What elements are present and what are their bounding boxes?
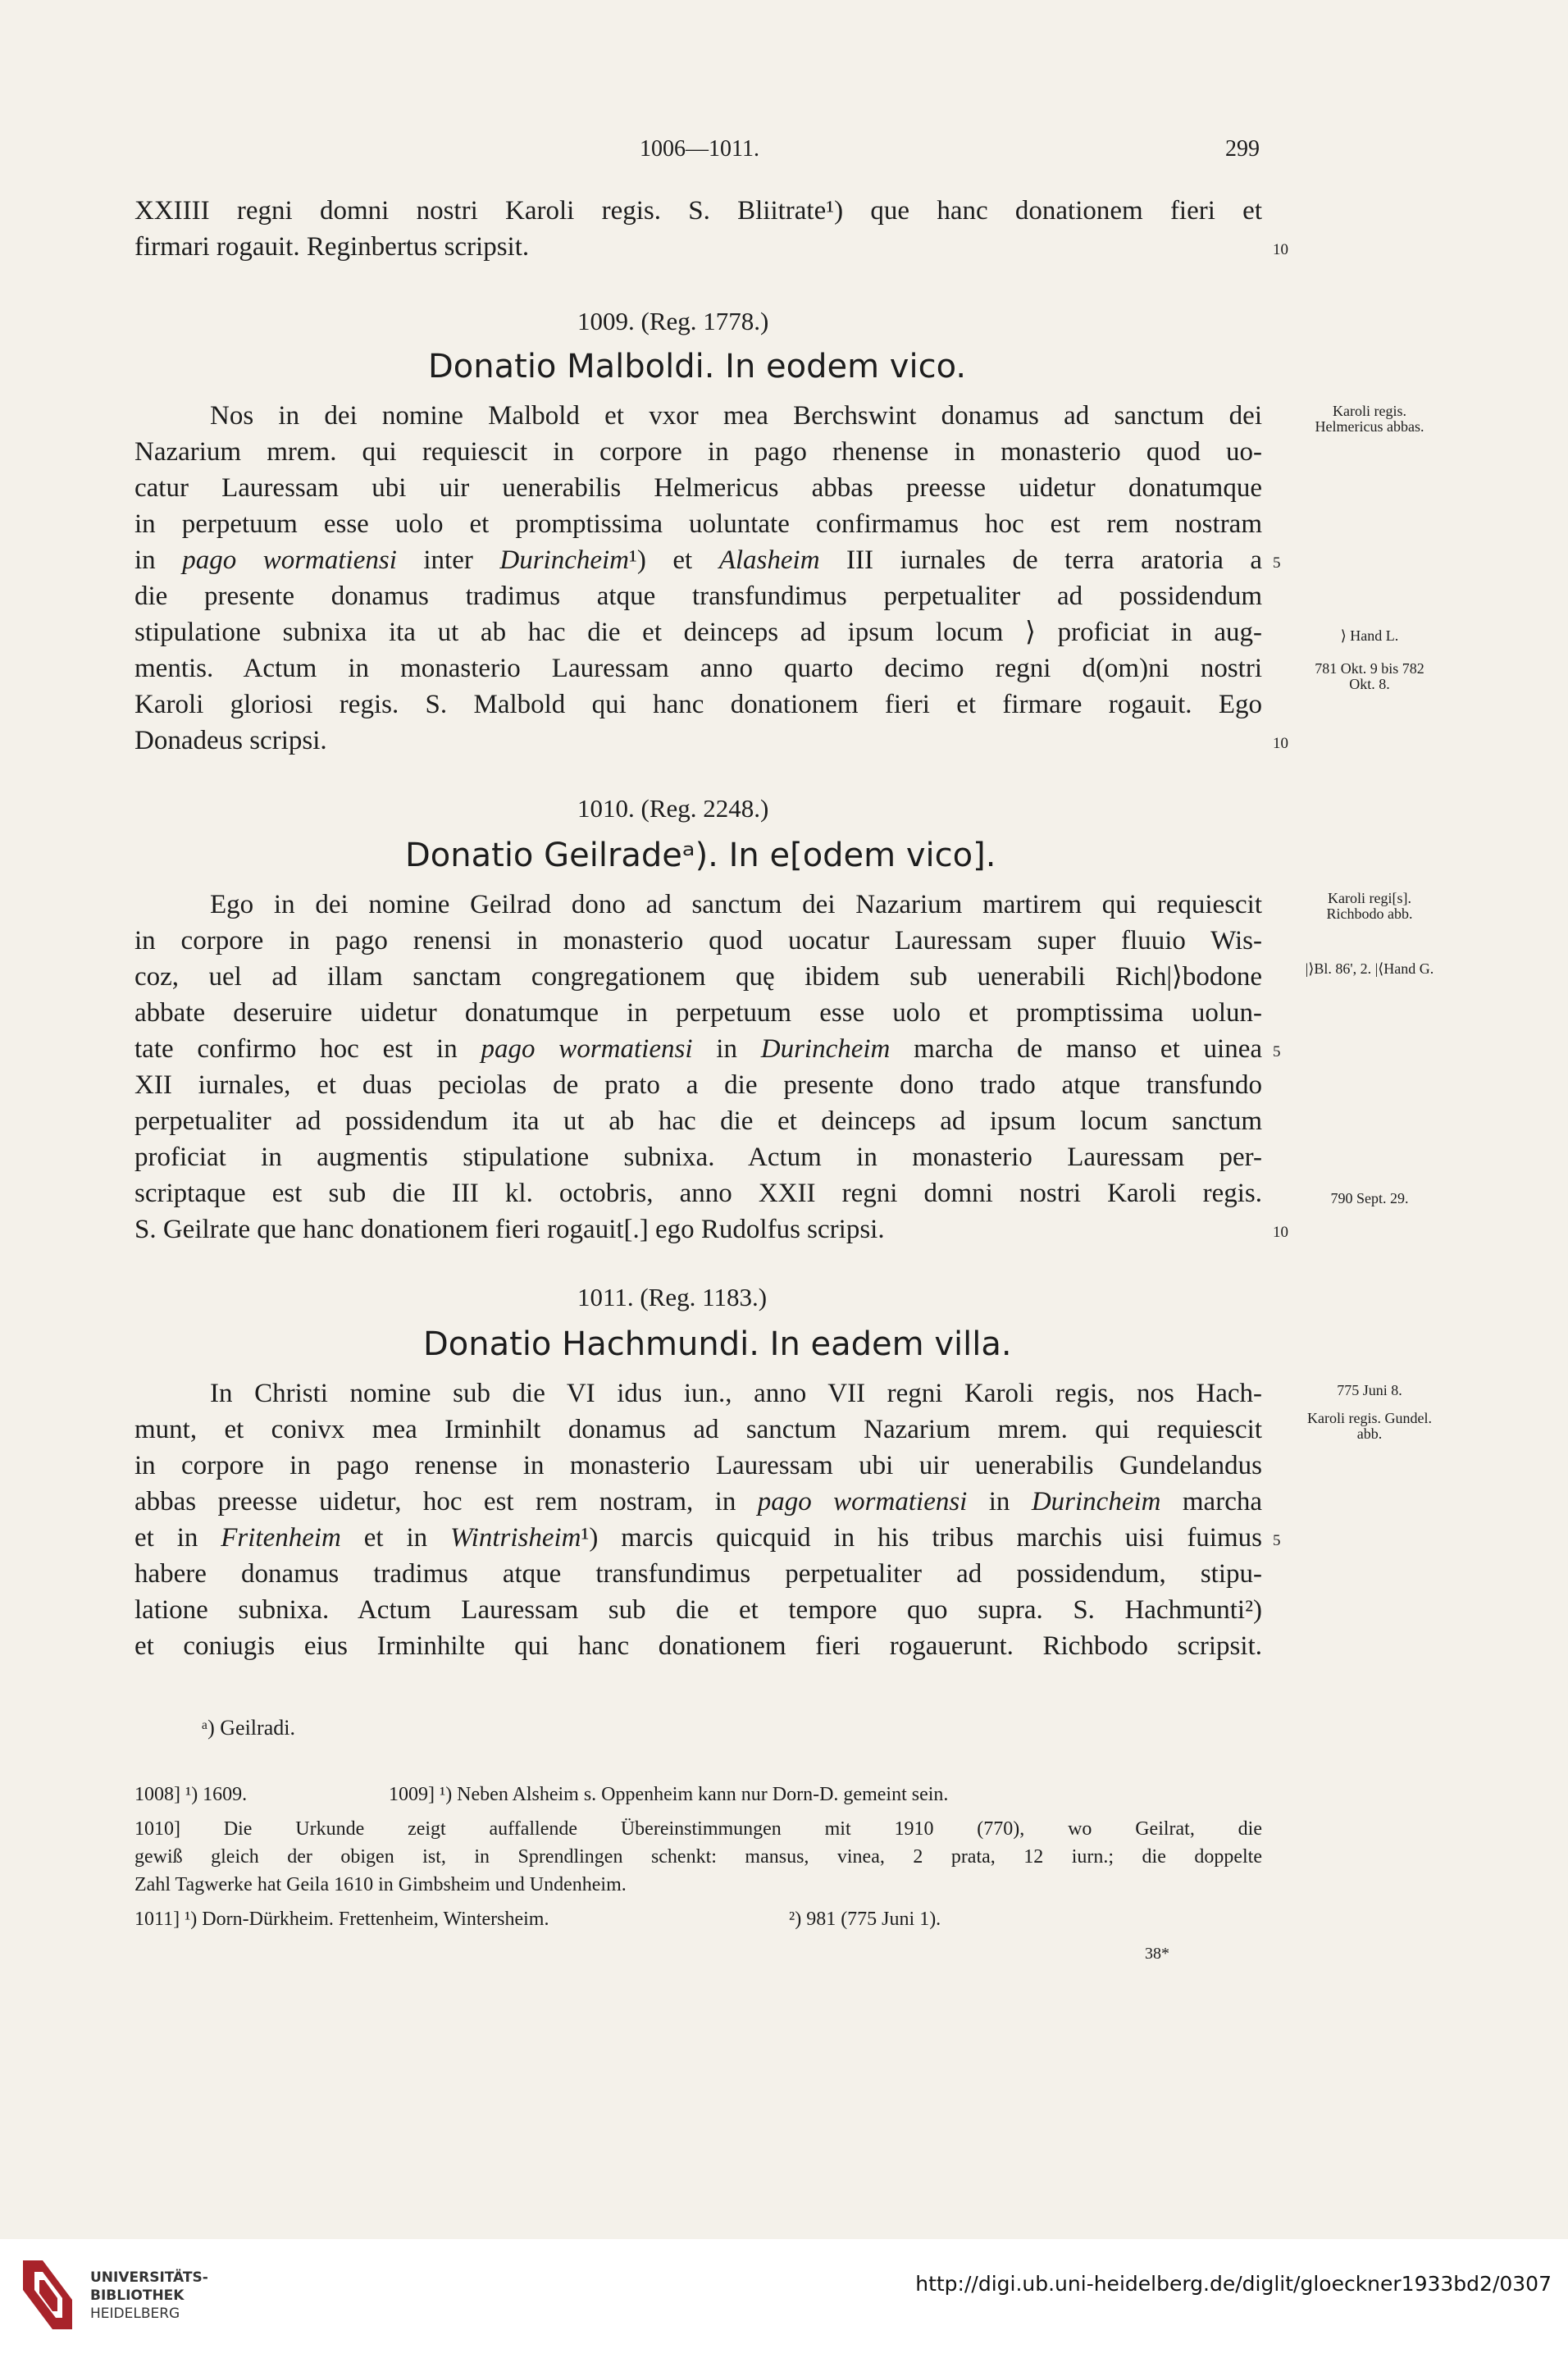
running-title: 1006—1011. — [640, 136, 759, 162]
text-line: latione subnixa. Actum Lauressam sub die et tempore quo supra. S. Hachmunti²) — [134, 1595, 1262, 1625]
footnote: Zahl Tagwerke hat Geila 1610 in Gimbsheim und Undenheim. — [134, 1874, 627, 1895]
place-name: Durincheim — [760, 1034, 891, 1064]
library-name: UNIVERSITÄTS- BIBLIOTHEK HEIDELBERG — [90, 2269, 208, 2322]
text-line: XII iurnales, et duas peciolas de prato a die presente dono trado atque transfundo — [134, 1070, 1262, 1100]
text-line: Nos in dei nomine Malbold et vxor mea Berchswint donamus ad sanctum dei — [210, 401, 1262, 431]
text-line: tate confirmo hoc est in pago wormatiensi in Durincheim marcha de manso et uinea — [134, 1034, 1262, 1064]
margin-note: Karoli regi[s]. Richbodo abb. — [1326, 890, 1413, 922]
place-name: pago wormatiensi — [182, 545, 397, 575]
text-line: die presente donamus tradimus atque transfundimus perpetualiter ad possidendum — [134, 582, 1262, 611]
text-line: Karoli gloriosi regis. S. Malbold qui hanc donationem fieri et firmare rogauit. Ego — [134, 690, 1262, 719]
footer-bar — [0, 2239, 1568, 2358]
footnote: 1011] ¹) Dorn-Dürkheim. Frettenheim, Wintersheim. — [134, 1909, 549, 1930]
text-line: in corpore in pago renensi in monasterio quod uocatur Lauressam super fluuio Wis- — [134, 926, 1262, 956]
text-line: et coniugis eius Irminhilte qui hanc donationem fieri rogauerunt. Richbodo scripsit. — [134, 1631, 1262, 1661]
margin-note: 790 Sept. 29. — [1330, 1190, 1409, 1206]
line-number: 5 — [1273, 1532, 1281, 1549]
charter-heading: 1009. (Reg. 1778.) — [577, 307, 769, 335]
charter-heading: 1011. (Reg. 1183.) — [577, 1283, 768, 1311]
signature-mark: 38* — [1145, 1945, 1169, 1963]
text-line: S. Geilrate que hanc donationem fieri rogauit[.] ego Rudolfus scripsi. — [134, 1215, 885, 1244]
text-line: in corpore in pago renense in monasterio Lauressam ubi uir uenerabilis Gundelandus — [134, 1451, 1262, 1480]
text-line: mentis. Actum in monasterio Lauressam anno quarto decimo regni d(om)ni nostri — [134, 654, 1262, 683]
line-number: 5 — [1273, 554, 1281, 572]
library-logo-icon — [18, 2255, 77, 2334]
text-line: munt, et conivx mea Irminhilt donamus ad sanctum Nazarium mrem. qui requiescit — [134, 1415, 1262, 1444]
place-name: pago wormatiensi — [757, 1487, 968, 1517]
charter-title: Donatio Malboldi. In eodem vico. — [428, 348, 967, 385]
text-line: stipulatione subnixa ita ut ab hac die et deinceps ad ipsum locum ⟩ proficiat in aug- — [134, 618, 1262, 647]
line-number: 10 — [1273, 735, 1288, 752]
text-line: scriptaque est sub die III kl. octobris, anno XXII regni domni nostri Karoli regis. — [134, 1179, 1262, 1208]
place-name: Alasheim — [718, 545, 820, 575]
place-name: Fritenheim — [221, 1523, 341, 1553]
line-number: 5 — [1273, 1043, 1281, 1060]
charter-title: Donatio Hachmundi. In eadem villa. — [423, 1325, 1012, 1363]
text-line: Ego in dei nomine Geilrad dono ad sanctum dei Nazarium martirem qui requiescit — [210, 890, 1262, 919]
charter-title: Donatio Geilradeᵃ). In e[odem vico]. — [405, 837, 996, 874]
text-line: abbas preesse uidetur, hoc est rem nostram, in pago wormatiensi in Durincheim marcha — [134, 1487, 1262, 1517]
margin-note: ⟩ Hand L. — [1340, 627, 1399, 644]
margin-note: Karoli regis. Gundel. abb. — [1307, 1410, 1432, 1442]
footnote: 1010] Die Urkunde zeigt auffallende Übereinstimmungen mit 1910 (770), wo Geilrat, die — [134, 1818, 1262, 1840]
text-line: firmari rogauit. Reginbertus scripsit. — [134, 232, 530, 262]
text-line: In Christi nomine sub die VI idus iun., anno VII regni Karoli regis, nos Hach- — [210, 1379, 1262, 1408]
margin-note: 775 Juni 8. — [1337, 1382, 1402, 1398]
place-name: Durincheim — [499, 545, 629, 575]
source-url-link[interactable]: http://digi.ub.uni-heidelberg.de/diglit/gloeckner1933bd2/0307 — [915, 2272, 1552, 2296]
text-line: et in Fritenheim et in Wintrisheim¹) marcis quicquid in his tribus marchis uisi fuimus — [134, 1523, 1262, 1553]
line-number: 10 — [1273, 1224, 1288, 1241]
place-name: pago wormatiensi — [481, 1034, 693, 1064]
text-line: coz, uel ad illam sanctam congregationem quę ibidem sub uenerabili Rich|⟩bodone — [134, 962, 1262, 992]
text-line: Nazarium mrem. qui requiescit in corpore in pago rhenense in monasterio quod uo- — [134, 437, 1262, 467]
margin-note: |⟩Bl. 86', 2. |⟨Hand G. — [1305, 960, 1434, 977]
text-line: abbate deseruire uidetur donatumque in perpetuum esse uolo et promptissima uolun- — [134, 998, 1262, 1028]
text-line: XXIIII regni domni nostri Karoli regis. S. Bliitrate¹) que hanc donationem fieri et — [134, 196, 1262, 226]
text-line: habere donamus tradimus atque transfundimus perpetualiter ad possidendum, stipu- — [134, 1559, 1262, 1589]
page-number: 299 — [1225, 136, 1260, 162]
footnote: ²) 981 (775 Juni 1). — [789, 1909, 941, 1930]
margin-note: 781 Okt. 9 bis 782 Okt. 8. — [1315, 660, 1424, 692]
place-name: Wintrisheim — [449, 1523, 581, 1553]
text-line: catur Lauressam ubi uir uenerabilis Helmericus abbas preesse uidetur donatumque — [134, 473, 1262, 503]
footnote: ᵃ) Geilradi. — [202, 1716, 295, 1740]
text-line: in pago wormatiensi inter Durincheim¹) et Alasheim III iurnales de terra aratoria a — [134, 545, 1262, 575]
footnote: 1009] ¹) Neben Alsheim s. Oppenheim kann nur Dorn-D. gemeint sein. — [389, 1784, 949, 1805]
charter-heading: 1010. (Reg. 2248.) — [577, 794, 769, 823]
text-line: proficiat in augmentis stipulatione subnixa. Actum in monasterio Lauressam per- — [134, 1143, 1262, 1172]
text-line: perpetualiter ad possidendum ita ut ab hac die et deinceps ad ipsum locum sanctum — [134, 1106, 1262, 1136]
text-line: Donadeus scripsi. — [134, 726, 327, 755]
line-number: 10 — [1273, 241, 1288, 258]
footnote: gewiß gleich der obigen ist, in Sprendlingen schenkt: mansus, vinea, 2 prata, 12 iurn.; die doppelte — [134, 1846, 1262, 1868]
footnote: 1008] ¹) 1609. — [134, 1784, 248, 1805]
margin-note: Karoli regis. Helmericus abbas. — [1315, 403, 1424, 435]
place-name: Durincheim — [1031, 1487, 1161, 1517]
text-line: in perpetuum esse uolo et promptissima uoluntate confirmamus hoc est rem nostram — [134, 509, 1262, 539]
